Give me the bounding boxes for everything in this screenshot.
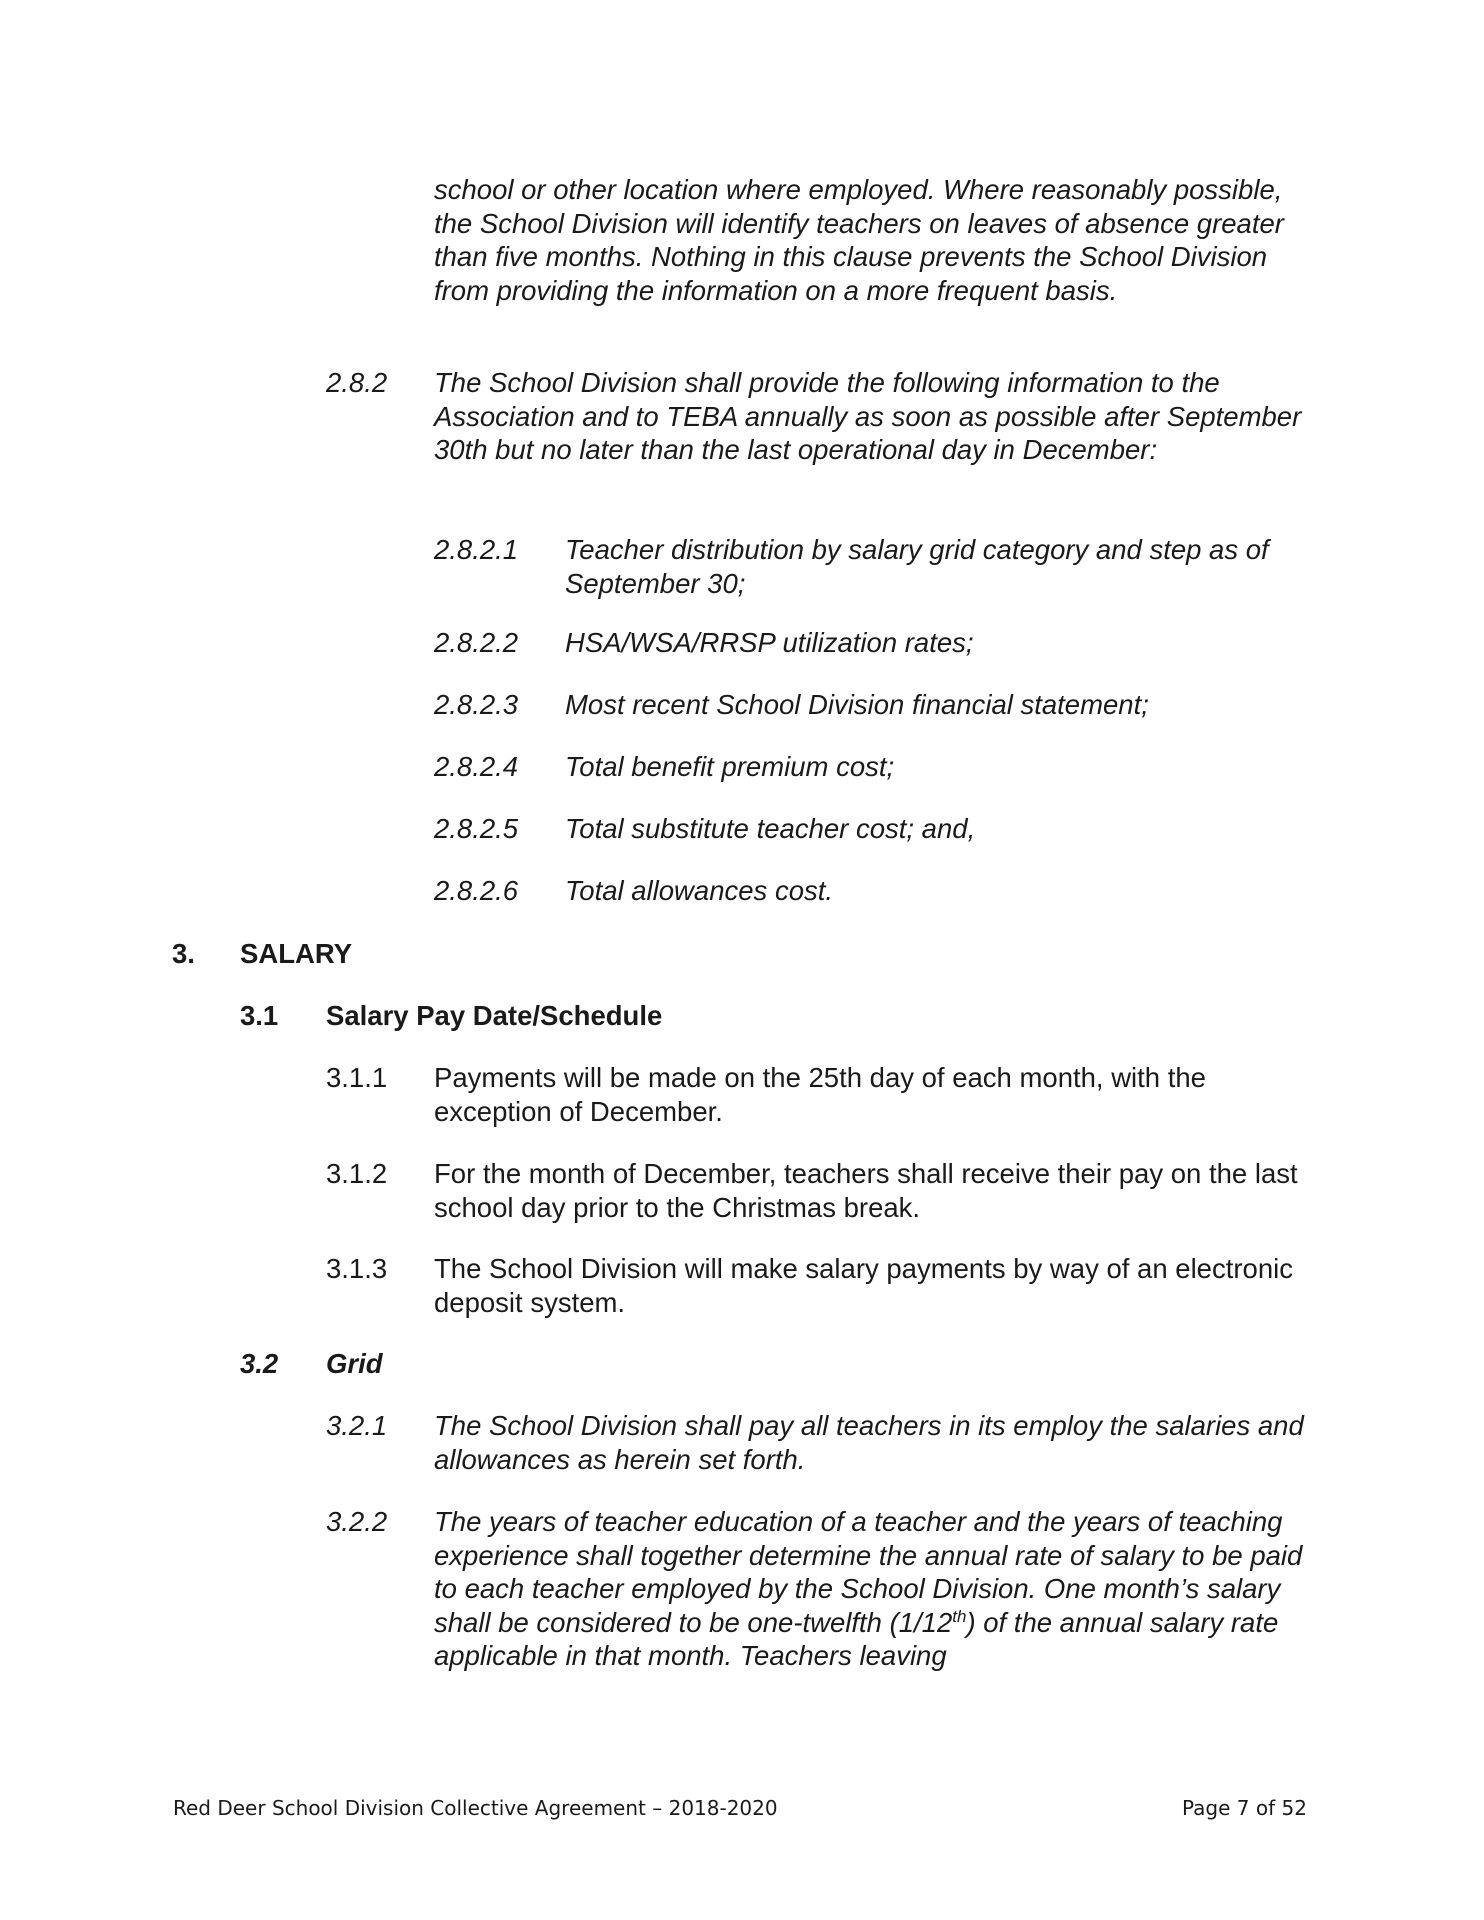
section-3-number: 3. [172,938,195,969]
section-3-title: SALARY [240,938,353,969]
ordinal-superscript: th [952,1606,967,1626]
subsection-3-1-number: 3.1 [240,1000,279,1031]
item-2-8-2-1-number: 2.8.2.1 [434,534,519,565]
item-2-8-2-4-text: Total benefit premium cost; [565,751,895,782]
subsection-3-2-title: Grid [326,1348,383,1379]
clause-3-2-2-number: 3.2.2 [326,1506,388,1537]
clause-2-8-2-text: The School Division shall provide the following information to the Association and to TEBA annually as soon as possible after September 30th but no later than the last operational day in December: [434,367,1302,465]
clause-3-2-1-number: 3.2.1 [326,1410,388,1441]
item-2-8-2-5-number: 2.8.2.5 [434,813,519,844]
clause-3-2-2-text-b: ) of the annual salary rate applicable in that month. Teachers leaving [434,1606,1279,1671]
clause-3-2-2-text [434,1505,1314,1673]
clause-2-8-2-number: 2.8.2 [326,367,388,398]
item-2-8-2-2-text: HSA/WSA/RRSP utilization rates; [565,627,974,658]
clause-3-1-3-number: 3.1.3 [326,1253,388,1284]
clause-2-8-1-continued: school or other location where employed. Where reasonably possible, the School Division will identify teachers on leaves of absence greater than five months. Nothing in this clause prevents the School Division from providing the information on a more frequent basis. [434,174,1284,306]
clause-3-2-2-text-a: The years of teacher education of a teacher and the years of teaching experience shall together determine the annual rate of salary to be paid to each teacher employed by the School Division. One month’s salary shall be considered to be one-twelfth (1/12 [434,1506,1303,1638]
item-2-8-2-2-number: 2.8.2.2 [434,627,519,658]
item-2-8-2-3-text: Most recent School Division financial statement; [565,689,1149,720]
footer-page-number: Page 7 of 52 [1182,1796,1307,1820]
item-2-8-2-4-number: 2.8.2.4 [434,751,519,782]
item-2-8-2-1-text: Teacher distribution by salary grid category and step as of September 30; [565,534,1269,599]
item-2-8-2-6-number: 2.8.2.6 [434,875,519,906]
clause-3-1-1-text: Payments will be made on the 25th day of each month, with the exception of December. [434,1062,1206,1127]
clause-3-2-1-text: The School Division shall pay all teachers in its employ the salaries and allowances as herein set forth. [434,1410,1304,1475]
footer-document-title: Red Deer School Division Collective Agreement – 2018-2020 [173,1796,778,1820]
item-2-8-2-3-number: 2.8.2.3 [434,689,519,720]
subsection-3-2-number: 3.2 [240,1348,279,1379]
clause-3-1-2-number: 3.1.2 [326,1158,388,1189]
item-2-8-2-6-text: Total allowances cost. [565,875,834,906]
item-2-8-2-5-text: Total substitute teacher cost; and, [565,813,976,844]
subsection-3-1-title: Salary Pay Date/Schedule [326,1000,663,1031]
clause-3-1-1-number: 3.1.1 [326,1062,388,1093]
clause-3-1-3-text: The School Division will make salary payments by way of an electronic deposit system. [434,1253,1293,1318]
clause-3-1-2-text: For the month of December, teachers shall receive their pay on the last school day prior to the Christmas break. [434,1158,1298,1223]
